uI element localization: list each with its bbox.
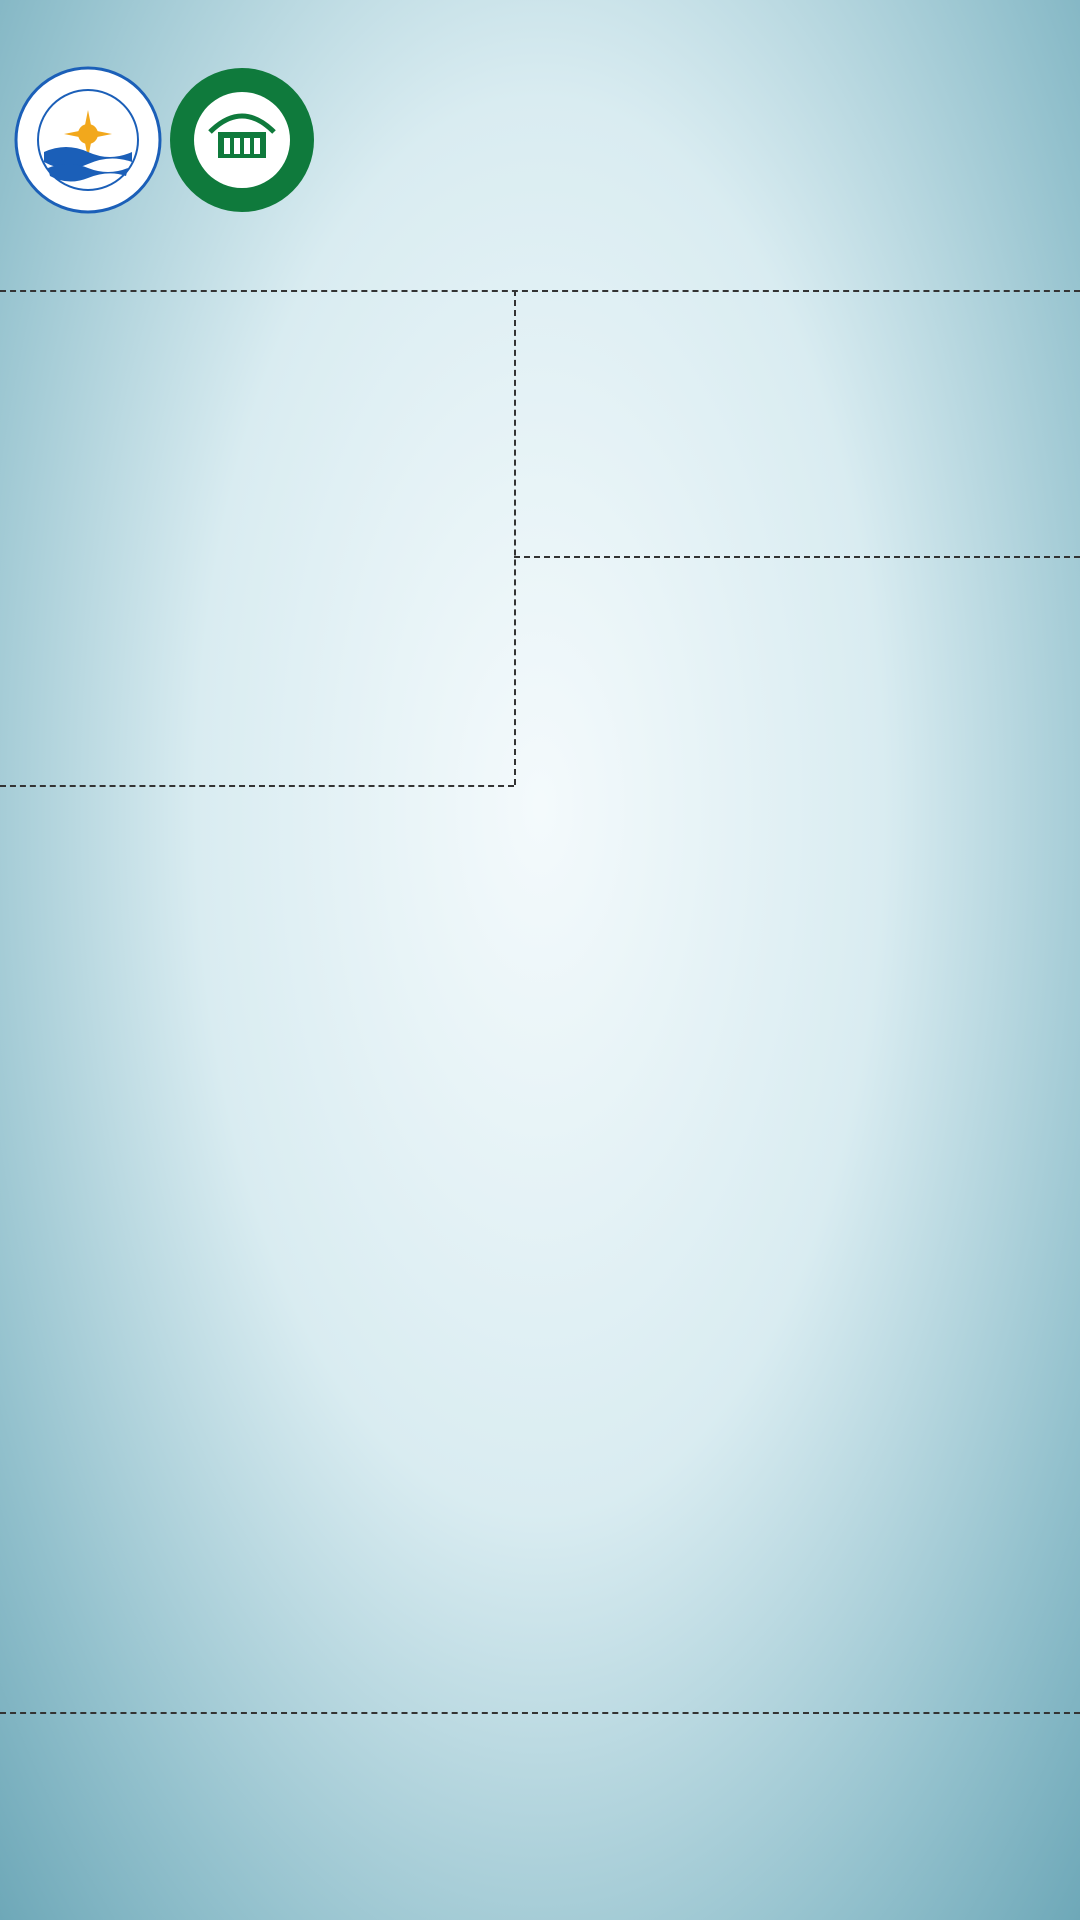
env-contribution-bar-chart [636,982,862,1096]
pearson-heatmap [646,1118,1076,1608]
cod-line-chart [0,820,330,1060]
nitrite-line-chart [308,830,608,1060]
divider-conclusion [0,1712,1080,1714]
divider-design-bottom [514,556,1080,558]
function-stacked-area-chart [548,564,858,856]
jiangsu-institute-logo [14,66,162,214]
divider-middle-vertical [514,290,516,785]
phylum-stacked-area-chart [10,1428,220,1634]
genus-stacked-area-chart [328,1428,538,1634]
nnu-logo [168,66,316,214]
divider-top [0,290,1080,292]
divider-background-bottom [0,785,514,787]
